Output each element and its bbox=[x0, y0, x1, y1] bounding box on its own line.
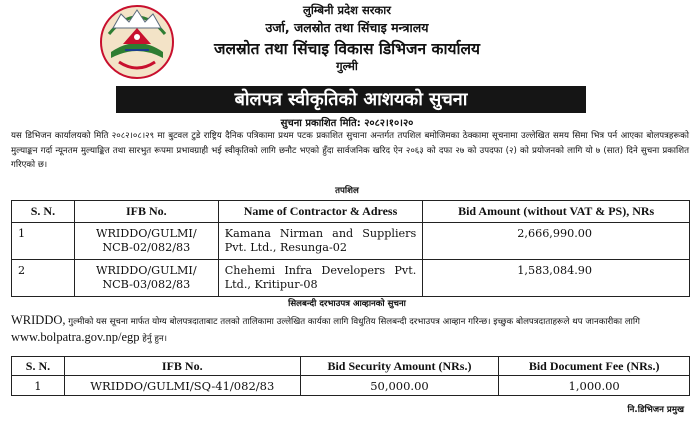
row-ifb bbox=[74, 260, 218, 297]
sealed-tail: हेर्नु हुन। bbox=[139, 334, 167, 344]
col-ifb: IFB No. bbox=[74, 201, 218, 223]
office-location: गुल्मी bbox=[336, 59, 358, 73]
table-row bbox=[12, 376, 690, 396]
col-sn: S. N. bbox=[12, 357, 65, 376]
intro-paragraph: यस डिभिजन कार्यालयको मिति २०८२।०८।२९ मा बुटवल टुडे राष्ट्रिय दैनिक पत्रिकामा प्रथम पटक प्रकाशित सुचाना अन्तर्गत तपशिल बमोजिमका ठेक्कामा सूचनामा उल्लेखित समय सिमा भित्र पर्न आएका बोलपत्रहरूको मुल्याङ्कन गर्दा न्यूनतम मुल्याङ्कित तथा सारभुत रूपमा प्रभावग्राही भई स्वीकृतिको लागि छनौट भएको हुँदा सार्वजनिक खरिद ऐन २०६३ को दफा २७ को उपदफा (२) को प्रयोजनको लागि यो ७ (सात) दिने सुचना प्रकाशित गरिएको छ। bbox=[11, 131, 689, 170]
bolpatra-link[interactable]: www.bolpatra.gov.np/egp bbox=[11, 330, 140, 344]
col-ifb: IFB No. bbox=[64, 357, 300, 376]
row-amount: 1,583,084.90 bbox=[423, 260, 690, 297]
row-security: 50,000.00 bbox=[300, 376, 499, 396]
row-contractor: Chehemi Infra Developers Pvt. Ltd., Kritipur-08 bbox=[218, 260, 423, 297]
province-name: लुम्बिनी प्रदेश सरकार bbox=[303, 3, 391, 17]
row-contractor: Kamana Nirman and Suppliers Pvt. Ltd., Resunga-02 bbox=[218, 223, 423, 260]
ifb-line1: WRIDDO/GULMI/ bbox=[95, 264, 197, 277]
row-sn: 1 bbox=[12, 223, 75, 260]
ministry-name: उर्जा, जलस्रोत तथा सिंचाइ मन्त्रालय bbox=[265, 20, 429, 35]
ifb-line2: NCB-03/082/83 bbox=[102, 278, 191, 291]
table-row bbox=[12, 223, 690, 260]
award-table bbox=[11, 200, 690, 297]
sq-table-header bbox=[12, 357, 690, 376]
row-sn: 2 bbox=[12, 260, 75, 297]
col-contractor: Name of Contractor & Adress bbox=[218, 201, 423, 223]
office-name: जलस्रोत तथा सिंचाइ विकास डिभिजन कार्यालय bbox=[214, 40, 480, 58]
sealed-quotation-heading: सिलबन्दी दरभाउपत्र आव्हानको सुचना bbox=[288, 299, 406, 309]
sealed-quotation-paragraph bbox=[11, 313, 689, 347]
ifb-line2: NCB-02/082/83 bbox=[102, 241, 191, 254]
sealed-text: गुल्मीको यस सूचना मार्फत योग्य बोलपत्रदाताबाट तलको तालिकामा उल्लेखित कार्यका लागि विधुतिय सिलबन्दी दरभाउपत्र आव्हान गरिन्छ। इच्छुक बोलपत्रदाताहरूले थप जानकारीका लागि bbox=[65, 317, 640, 327]
col-sn: S. N. bbox=[12, 201, 75, 223]
notice-published-date: सुचना प्रकाशित मिति: २०८२।१०।२० bbox=[280, 118, 414, 129]
col-doc-fee: Bid Document Fee (NRs.) bbox=[499, 357, 690, 376]
office-code: WRIDDO, bbox=[11, 313, 66, 327]
ifb-line1: WRIDDO/GULMI/ bbox=[95, 227, 197, 240]
award-table-header bbox=[12, 201, 690, 223]
details-heading: तपशिल bbox=[335, 186, 359, 196]
row-amount: 2,666,990.00 bbox=[423, 223, 690, 260]
row-ifb bbox=[74, 223, 218, 260]
row-sn: 1 bbox=[12, 376, 65, 396]
row-fee: 1,000.00 bbox=[499, 376, 690, 396]
notice-title-banner: बोलपत्र स्वीकृतिको आशयको सुचना bbox=[116, 86, 586, 113]
letterhead bbox=[0, 0, 694, 84]
sealed-quotation-table bbox=[11, 356, 690, 396]
col-bid-security: Bid Security Amount (NRs.) bbox=[300, 357, 499, 376]
signature-title: नि.डिभिजन प्रमुख bbox=[627, 405, 684, 415]
table-row bbox=[12, 260, 690, 297]
row-ifb: WRIDDO/GULMI/SQ-41/082/83 bbox=[64, 376, 300, 396]
col-bid-amount: Bid Amount (without VAT & PS), NRs bbox=[423, 201, 690, 223]
